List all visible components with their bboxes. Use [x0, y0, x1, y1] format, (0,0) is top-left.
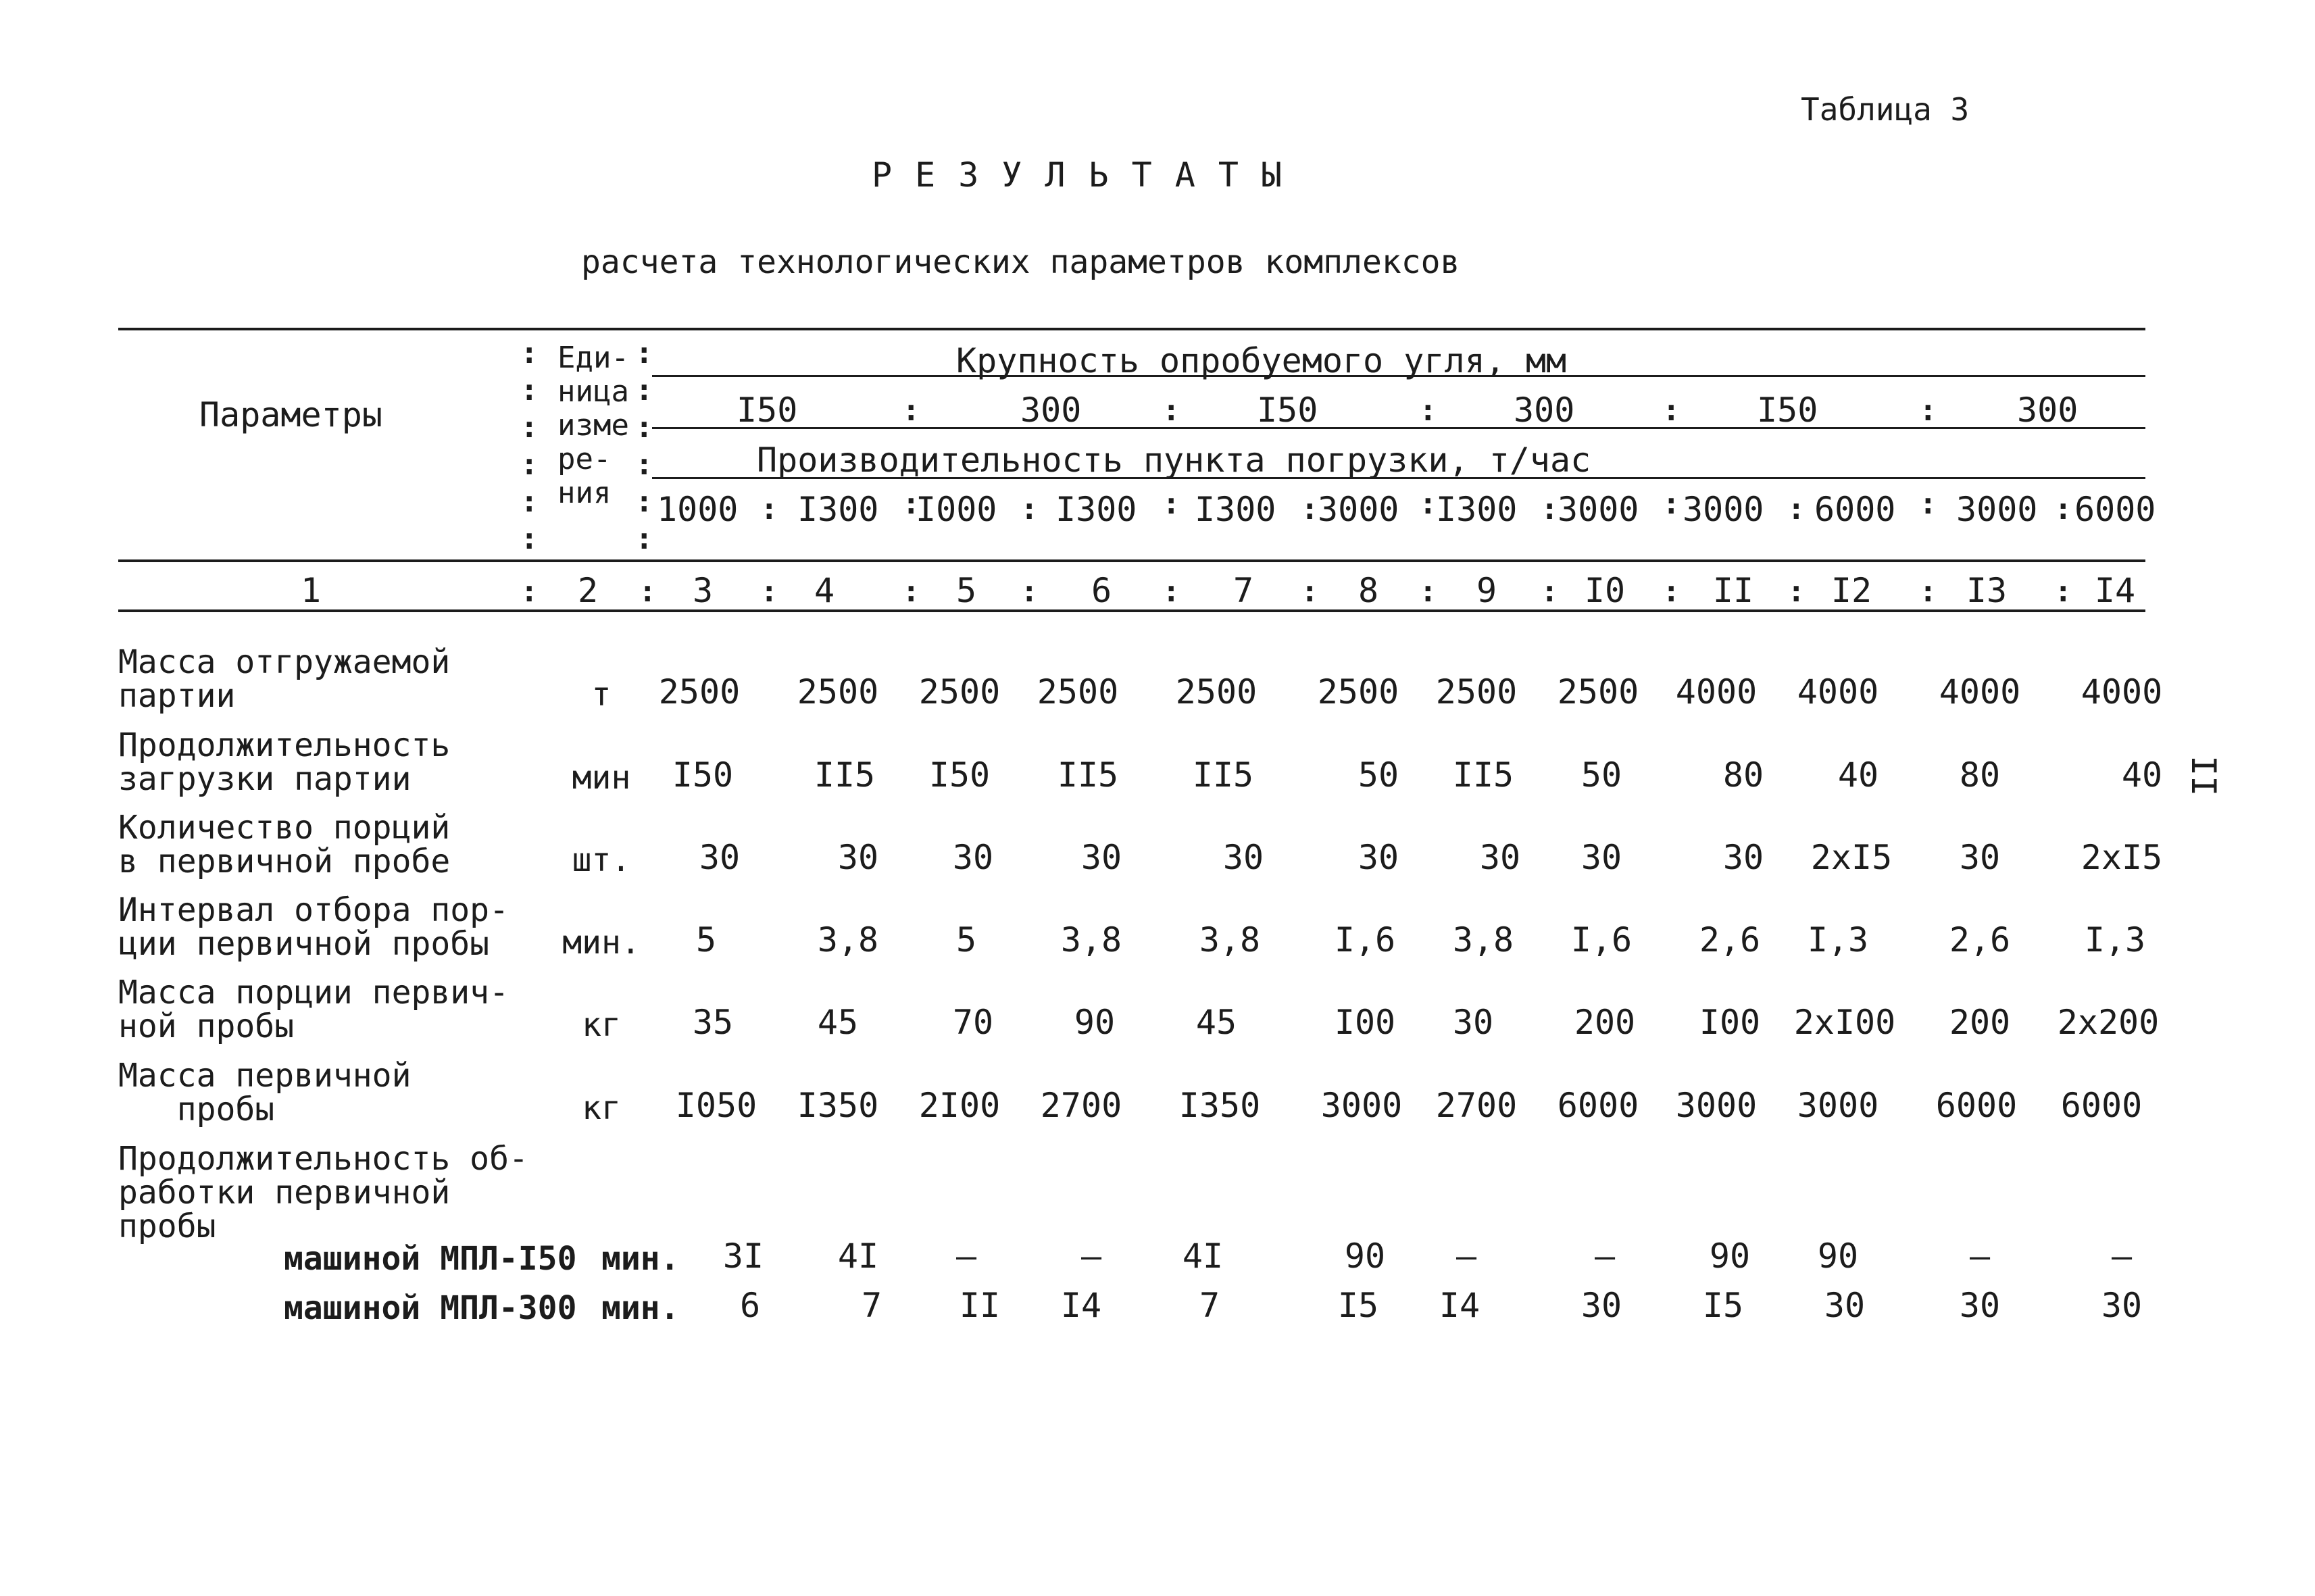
unit-header-line: Еди- — [557, 341, 629, 375]
capacity-value: 3000 — [1956, 490, 2038, 529]
row-value: 2x200 — [2057, 1003, 2160, 1042]
size-value: I50 — [1757, 391, 1818, 430]
row-unit: мин. — [562, 924, 641, 962]
page-number: II — [2184, 755, 2223, 797]
size-separator: : — [1419, 393, 1437, 428]
row-value: 2,6 — [1699, 920, 1761, 959]
row-value: II — [959, 1286, 1001, 1325]
colnum-separators: : — [1301, 574, 1319, 609]
row-value: 2xI5 — [1810, 838, 1893, 877]
colnum-separators: : — [902, 574, 920, 609]
row-value: I5 — [1337, 1286, 1379, 1325]
row-value: 6000 — [2060, 1086, 2143, 1125]
row-value: 30 — [1452, 1003, 1494, 1042]
processing-unit: мин. — [601, 1240, 680, 1278]
row-value: 7 — [1199, 1286, 1220, 1325]
size-value: 300 — [2017, 391, 2078, 430]
processing-parameter: Продолжительность об- работки первичной пробы — [118, 1140, 528, 1245]
row-value: 3,8 — [817, 920, 879, 959]
colnum-separators: : — [1919, 574, 1937, 609]
row-value: 3000 — [1320, 1086, 1403, 1125]
capacity-separator: : — [1301, 492, 1319, 526]
row-value: 2500 — [658, 672, 741, 712]
row-value: 4I — [1182, 1237, 1224, 1276]
page-subtitle: расчета технологических параметров комплексов — [581, 243, 1460, 281]
row-value: II5 — [814, 755, 876, 795]
row-value: 2500 — [797, 672, 879, 712]
row-value: 200 — [1574, 1003, 1636, 1042]
unit-header — [557, 341, 629, 510]
column-number: 1 — [300, 571, 322, 610]
colnum-separators: : — [1162, 574, 1180, 609]
row-value: 4000 — [2081, 672, 2163, 712]
unit-header-line: ния — [557, 476, 612, 510]
row-value: 80 — [1959, 755, 2001, 795]
row-value: 2,6 — [1949, 920, 2011, 959]
row-value: 2xI5 — [2081, 838, 2163, 877]
row-value: 4000 — [1939, 672, 2021, 712]
capacity-value: 3000 — [1558, 490, 1639, 529]
row-value: 5 — [955, 920, 977, 959]
row-value: II5 — [1452, 755, 1514, 795]
row-value: 3000 — [1675, 1086, 1758, 1125]
row-value: 90 — [1709, 1237, 1751, 1276]
column-number: I3 — [1966, 571, 2008, 610]
capacity-separator: : — [902, 487, 920, 521]
row-value: 30 — [1824, 1286, 1866, 1325]
row-value: 40 — [2121, 755, 2163, 795]
row-value: 2500 — [1557, 672, 1639, 712]
capacity-separator: : — [760, 492, 778, 526]
row-value: 2700 — [1040, 1086, 1122, 1125]
row-value: 30 — [1959, 838, 2001, 877]
params-header: Параметры — [199, 395, 382, 434]
row-value: 35 — [692, 1003, 734, 1042]
row-value: 80 — [1722, 755, 1764, 795]
capacity-separator: : — [2054, 492, 2072, 526]
row-value: – — [2111, 1237, 2133, 1276]
capacity-separator: : — [1787, 492, 1806, 526]
column-number: 3 — [692, 571, 714, 610]
capacity-value: I300 — [1436, 490, 1518, 529]
capacity-value: 3000 — [1318, 490, 1399, 529]
row-value: 3,8 — [1452, 920, 1514, 959]
colnum-separators: : — [760, 574, 778, 609]
capacity-value: 3000 — [1683, 490, 1764, 529]
capacity-separator: : — [1662, 487, 1681, 521]
row-value: 2xI00 — [1793, 1003, 1896, 1042]
column-number: I2 — [1831, 571, 1872, 610]
column-number: 6 — [1091, 571, 1112, 610]
capacity-separator: : — [1919, 487, 1937, 521]
row-parameter: Продолжительность загрузки партии — [118, 726, 451, 798]
column-number: II — [1712, 571, 1754, 610]
row-value: – — [1969, 1237, 1991, 1276]
row-value: 30 — [1222, 838, 1264, 877]
row-value: I4 — [1439, 1286, 1480, 1325]
capacity-value: I000 — [916, 490, 997, 529]
row-value: – — [1594, 1237, 1616, 1276]
capacity-value: 1000 — [657, 490, 739, 529]
capacity-separator: : — [1419, 487, 1437, 521]
row-value: 30 — [1080, 838, 1122, 877]
row-value: 2500 — [1317, 672, 1399, 712]
capacity-value: I300 — [797, 490, 879, 529]
row-value: I050 — [675, 1086, 757, 1125]
row-value: 4I — [837, 1237, 879, 1276]
column-number: 7 — [1233, 571, 1254, 610]
row-value: II5 — [1057, 755, 1119, 795]
header-top-rule — [118, 328, 2145, 330]
row-value: 90 — [1344, 1237, 1386, 1276]
unit-header-line: ре- — [557, 442, 612, 476]
row-value: I350 — [797, 1086, 879, 1125]
processing-machine-label: машиной МПЛ-I50 — [284, 1240, 577, 1278]
row-value: I,3 — [1807, 920, 1869, 959]
column-number: 9 — [1476, 571, 1497, 610]
page-title: РЕЗУЛЬТАТЫ — [872, 155, 1305, 195]
row-value: 2700 — [1435, 1086, 1518, 1125]
row-value: 45 — [1195, 1003, 1237, 1042]
size-value: I50 — [1257, 391, 1318, 430]
row-value: 90 — [1817, 1237, 1859, 1276]
row-value: 5 — [695, 920, 717, 959]
colnum-separators: : — [1419, 574, 1437, 609]
row-value: 6000 — [1935, 1086, 2018, 1125]
size-title: Крупность опробуемого угля, мм — [956, 341, 1567, 380]
row-value: 3000 — [1797, 1086, 1879, 1125]
row-unit: кг — [582, 1006, 621, 1044]
row-unit: шт. — [572, 841, 631, 879]
capacity-value: 6000 — [1814, 490, 1896, 529]
colnum-separators: : — [639, 574, 657, 609]
row-value: 4000 — [1675, 672, 1758, 712]
row-value: I,6 — [1334, 920, 1396, 959]
unit-header-line: ница — [557, 374, 629, 409]
size-value: I50 — [737, 391, 798, 430]
row-value: 2500 — [1037, 672, 1119, 712]
row-value: – — [1080, 1237, 1102, 1276]
colnum-separators: : — [1020, 574, 1039, 609]
row-value: 30 — [2101, 1286, 2143, 1325]
capacity-title: Производительность пункта погрузки, т/час — [757, 441, 1591, 480]
row-value: I350 — [1178, 1086, 1261, 1125]
row-value: 30 — [1722, 838, 1764, 877]
row-value: I50 — [928, 755, 991, 795]
header-separator: : : : : : : — [520, 336, 539, 556]
row-value: I4 — [1060, 1286, 1102, 1325]
row-value: 30 — [1358, 838, 1399, 877]
row-value: 30 — [952, 838, 994, 877]
column-number: 8 — [1358, 571, 1379, 610]
colnum-separators: : — [520, 574, 539, 609]
row-value: 30 — [1580, 838, 1622, 877]
column-number: I0 — [1584, 571, 1626, 610]
row-value: 30 — [1959, 1286, 2001, 1325]
row-parameter: Масса отгружаемой партии — [118, 643, 451, 715]
colnum-separators: : — [2054, 574, 2072, 609]
row-value: 30 — [837, 838, 879, 877]
size-value: 300 — [1020, 391, 1082, 430]
row-value: 45 — [817, 1003, 859, 1042]
colnum-separators: : — [1787, 574, 1806, 609]
size-separator: : — [902, 393, 920, 428]
row-value: 200 — [1949, 1003, 2011, 1042]
column-number: I4 — [2094, 571, 2136, 610]
row-value: 30 — [1479, 838, 1521, 877]
row-value: 3,8 — [1060, 920, 1122, 959]
row-value: 40 — [1837, 755, 1879, 795]
row-value: 6 — [739, 1286, 761, 1325]
row-parameter: Интервал отбора пор- ции первичной пробы — [118, 891, 509, 963]
size-separator: : — [1919, 393, 1937, 428]
header-separator: : : : : : : — [635, 336, 653, 556]
capacity-separator: : — [1162, 487, 1180, 521]
row-value: 2500 — [1435, 672, 1518, 712]
processing-machine-label: машиной МПЛ-300 — [284, 1289, 577, 1327]
row-value: I00 — [1334, 1003, 1396, 1042]
row-value: I50 — [672, 755, 734, 795]
size-value: 300 — [1514, 391, 1575, 430]
row-value: – — [1455, 1237, 1477, 1276]
colnum-separators: : — [1541, 574, 1559, 609]
row-value: 30 — [1580, 1286, 1622, 1325]
row-value: 90 — [1074, 1003, 1116, 1042]
row-value: I,6 — [1570, 920, 1633, 959]
row-parameter: Масса первичной пробы — [118, 1057, 412, 1128]
colnum-separators: : — [1662, 574, 1681, 609]
row-value: 30 — [699, 838, 741, 877]
column-number: 5 — [955, 571, 977, 610]
capacity-separator: : — [1020, 492, 1039, 526]
column-number: 4 — [814, 571, 835, 610]
row-parameter: Масса порции первич- ной пробы — [118, 974, 509, 1045]
row-value: 2I00 — [918, 1086, 1001, 1125]
row-parameter: Количество порций в первичной пробе — [118, 809, 451, 880]
row-value: 50 — [1358, 755, 1399, 795]
header-bottom-rule — [118, 559, 2145, 562]
row-value: 7 — [861, 1286, 882, 1325]
row-value: I5 — [1702, 1286, 1744, 1325]
size-separator: : — [1662, 393, 1681, 428]
unit-header-line: изме — [557, 408, 629, 443]
processing-unit: мин. — [601, 1289, 680, 1327]
row-value: II5 — [1192, 755, 1254, 795]
capacity-separator: : — [1541, 492, 1559, 526]
row-value: 6000 — [1557, 1086, 1639, 1125]
row-value: – — [955, 1237, 977, 1276]
size-separator: : — [1162, 393, 1180, 428]
row-unit: мин — [572, 759, 631, 797]
row-value: 2500 — [1175, 672, 1258, 712]
row-value: 50 — [1580, 755, 1622, 795]
capacity-value: 6000 — [2074, 490, 2156, 529]
capacity-value: I300 — [1055, 490, 1137, 529]
row-unit: т — [591, 676, 612, 714]
capacity-value: I300 — [1195, 490, 1276, 529]
row-value: 4000 — [1797, 672, 1879, 712]
table-label: Таблица 3 — [1801, 91, 1970, 128]
row-value: I,3 — [2084, 920, 2146, 959]
column-number: 2 — [577, 571, 599, 610]
row-value: 2500 — [918, 672, 1001, 712]
row-unit: кг — [582, 1089, 621, 1127]
row-value: 70 — [952, 1003, 994, 1042]
row-value: 3I — [722, 1237, 764, 1276]
row-value: 3,8 — [1199, 920, 1261, 959]
row-value: I00 — [1699, 1003, 1761, 1042]
